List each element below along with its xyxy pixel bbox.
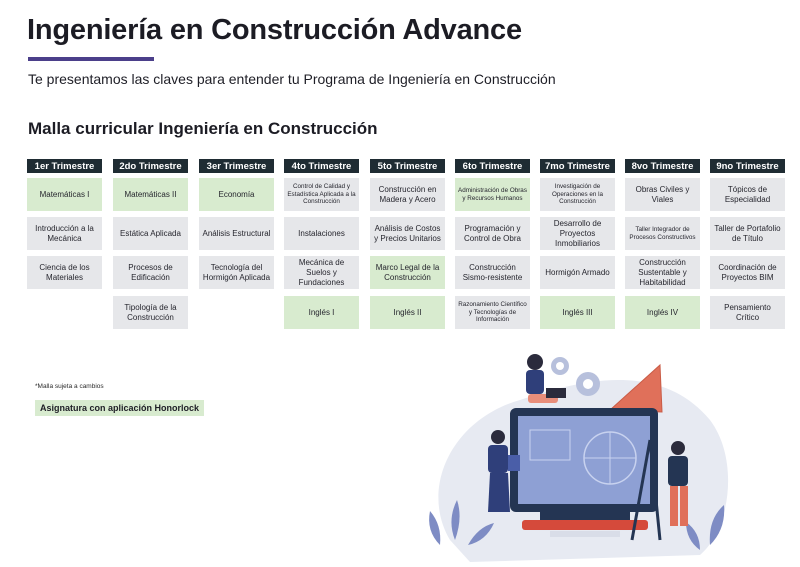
pencil-icon bbox=[550, 531, 620, 537]
course-cell: Instalaciones bbox=[284, 217, 359, 250]
course-cell: Análisis de Costos y Precios Unitarios bbox=[370, 217, 445, 250]
term-column bbox=[27, 159, 102, 282]
construction-illustration bbox=[410, 340, 740, 567]
course-cell: Taller de Portafolio de Título bbox=[710, 217, 785, 250]
term-header: 5to Trimestre bbox=[370, 159, 445, 173]
course-cell: Estática Aplicada bbox=[113, 217, 188, 250]
page-subtitle: Te presentamos las claves para entender tu Programa de Ingeniería en Construcción bbox=[28, 71, 556, 87]
term-column bbox=[710, 159, 785, 322]
term-column bbox=[199, 159, 274, 282]
course-cell: Mecánica de Suelos y Fundaciones bbox=[284, 256, 359, 289]
course-cell: Hormigón Armado bbox=[540, 256, 615, 289]
term-column bbox=[370, 159, 445, 317]
section-title: Malla curricular Ingeniería en Construcción bbox=[28, 119, 378, 138]
course-cell: Ciencia de los Materiales bbox=[27, 256, 102, 289]
course-cell: Construcción Sustentable y Habitabilidad bbox=[625, 256, 700, 289]
term-header: 1er Trimestre bbox=[27, 159, 102, 173]
term-column bbox=[284, 159, 359, 317]
course-cell: Tecnología del Hormigón Aplicada bbox=[199, 256, 274, 289]
course-cell: Programación y Control de Obra bbox=[455, 217, 530, 250]
course-cell: Análisis Estructural bbox=[199, 217, 274, 250]
term-column bbox=[113, 159, 188, 322]
term-header: 9no Trimestre bbox=[710, 159, 785, 173]
course-cell: Razonamiento Científico y Tecnologías de Información bbox=[455, 296, 530, 329]
term-column bbox=[540, 159, 615, 317]
course-cell: Construcción Sismo-resistente bbox=[455, 256, 530, 289]
course-cell: Pensamiento Crítico bbox=[710, 296, 785, 329]
course-cell: Matemáticas II bbox=[113, 178, 188, 211]
term-header: 8vo Trimestre bbox=[625, 159, 700, 173]
course-cell: Matemáticas I bbox=[27, 178, 102, 211]
course-cell: Inglés I bbox=[284, 296, 359, 329]
course-cell: Coordinación de Proyectos BIM bbox=[710, 256, 785, 289]
course-cell: Obras Civiles y Viales bbox=[625, 178, 700, 211]
course-cell: Tipología de la Construcción bbox=[113, 296, 188, 329]
course-cell: Tópicos de Especialidad bbox=[710, 178, 785, 211]
course-cell: Administración de Obras y Recursos Humanos bbox=[455, 178, 530, 211]
course-cell: Inglés III bbox=[540, 296, 615, 329]
term-header: 2do Trimestre bbox=[113, 159, 188, 173]
term-header: 7mo Trimestre bbox=[540, 159, 615, 173]
course-cell: Control de Calidad y Estadística Aplicada a la Construcción bbox=[284, 178, 359, 211]
course-cell: Investigación de Operaciones en la Construcción bbox=[540, 178, 615, 211]
term-column bbox=[625, 159, 700, 317]
course-cell: Taller Integrador de Procesos Constructivos bbox=[625, 217, 700, 250]
course-cell: Economía bbox=[199, 178, 274, 211]
honorlock-legend: Asignatura con aplicación Honorlock bbox=[35, 400, 204, 416]
course-cell: Marco Legal de la Construcción bbox=[370, 256, 445, 289]
course-cell: Inglés IV bbox=[625, 296, 700, 329]
course-cell: Desarrollo de Proyectos Inmobiliarios bbox=[540, 217, 615, 250]
term-header: 3er Trimestre bbox=[199, 159, 274, 173]
course-cell: Construcción en Madera y Acero bbox=[370, 178, 445, 211]
title-underline bbox=[28, 57, 154, 61]
course-cell: Inglés II bbox=[370, 296, 445, 329]
course-cell: Procesos de Edificación bbox=[113, 256, 188, 289]
page-title: Ingeniería en Construcción Advance bbox=[27, 14, 522, 46]
term-header: 4to Trimestre bbox=[284, 159, 359, 173]
term-column bbox=[455, 159, 530, 324]
course-cell: Introducción a la Mecánica bbox=[27, 217, 102, 250]
footnote: *Malla sujeta a cambios bbox=[35, 383, 104, 390]
term-header: 6to Trimestre bbox=[455, 159, 530, 173]
